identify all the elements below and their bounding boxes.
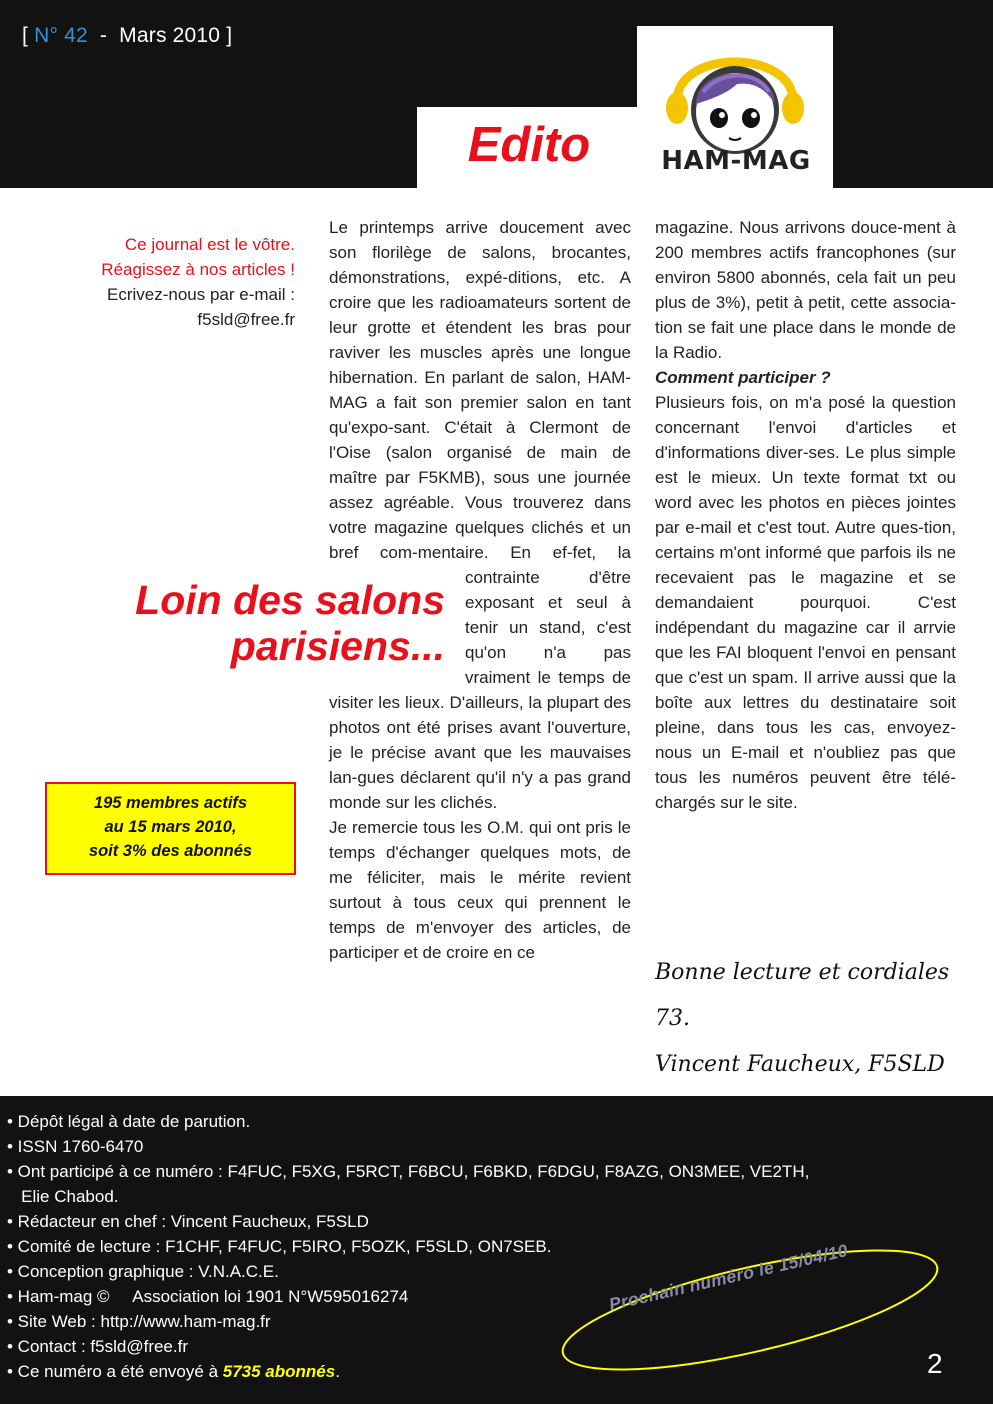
reader-callout [35,232,295,332]
list-item: • Comité de lecture : F1CHF, F4FUC, F5IRO, F5OZK, F5SLD, ON7SEB. [7,1237,552,1256]
article-paragraph-2: Je remercie tous les O.M. qui ont pris le temps d'échanger quelques mots, de me féliciter, mais le mérite revient surtout à tous ceux qui prennent le temps de m'envoyer des articles, de participer et de croire en ce [329,818,631,962]
stat-line-2: au 15 mars 2010, [104,818,237,836]
stat-line-1: 195 membres actifs [93,794,248,812]
page-number: 2 [927,1348,943,1379]
list-item: • ISSN 1760-6470 [7,1137,144,1156]
callout-line-2: Réagissez à nos articles ! [101,260,295,279]
callout-line-1: Ce journal est le vôtre. [124,235,295,254]
ham-mag-logo [637,26,833,188]
next-issue-label: Prochain numéro le 15/04/10 [607,1240,850,1315]
pull-quote-line-2: parisiens... [230,623,445,669]
article-paragraph-1: Le printemps arrive doucement avec son florilège de salons, brocantes, démonstrations, expé-ditions, etc. A croire que les radioamateurs sortent de leur grotte et étendent les bras pour raviver les muscles après une longue hibernation. En parlant de salon, HAM-MAG a fait son premier salon en tant qu'expo-sant. C'était à Clermont de l'Oise (salon organisé de main de maître par F5KMB), sous une journée assez agréable. Vous trouverez dans votre magazine quelques clichés et un bref com-mentaire. En ef-fet, la contrainte d'être exposant et seul à tenir un stand, c'est qu'on n'a pas vraiment le temps de visiter les lieux. D'ailleurs, la plupart des photos ont été prises avant l'ouverture, je le précise avant que les mauvaises lan-gues déclarent qu'il n'y a pas grand monde sur les clichés. [329,218,631,812]
header-band [0,0,993,188]
callout-line-3: Ecrivez-nous par e-mail : [106,285,295,304]
issue-label [22,24,232,48]
article-column-2 [655,215,956,815]
list-item: • Conception graphique : V.N.A.C.E. [7,1262,279,1281]
subscribers-suffix: . [335,1362,340,1381]
article-column-1 [329,215,631,965]
list-item: • Ham-mag © Association loi 1901 N°W595016274 [7,1287,409,1306]
article-subheading: Comment participer ? [655,368,831,387]
issue-number: N° 42 [34,24,88,47]
list-item: Elie Chabod. [7,1187,119,1206]
article-paragraph-4: Plusieurs fois, on m'a posé la question concernant l'envoi d'articles et d'informations diver-ses. Le plus simple est le mieux. Un texte format txt ou word avec les photos en pièces jointes par e-mail et c'est tout. Autre ques-tion, certains m'ont informé que parfois ils ne recevaient pas le magazine et se demandaient pourquoi. C'est indépendant du magazine car il arrvie que les FAI bloquent l'envoi en pensant que c'est un spam. Il arrive aussi que la boîte aux lettres du destinataire soit pleine, dans tous les cas, envoyez-nous un E-mail et n'oubliez pas que tous les numéros peuvent être télé-chargés sur le site. [655,393,956,812]
article-paragraph-3: magazine. Nous arrivons douce-ment à 200 membres actifs francophones (sur environ 5800 abonnés, cela fait un peu plus de 3%), petit à petit, cette associa-tion se fait une place dans le monde de la Radio. [655,218,956,362]
logo-label: HAM-MAG [661,146,811,176]
website-link[interactable]: • Site Web : http://www.ham-mag.fr [7,1312,271,1331]
subscribers-prefix: • Ce numéro a été envoyé à [7,1362,223,1381]
stat-line-3: soit 3% des abonnés [88,842,253,860]
list-item: • Ont participé à ce numéro : F4FUC, F5XG, F5RCT, F6BCU, F6BKD, F6DGU, F8AZG, ON3MEE, VE2TH, [7,1162,810,1181]
signature-line-2: Vincent Faucheux, F5SLD [655,1052,945,1077]
callout-email[interactable]: f5sld@free.fr [197,310,295,329]
list-item: • Dépôt légal à date de parution. [7,1112,251,1131]
subscriber-count: 5735 abonnés [222,1362,336,1381]
section-title-box [417,107,637,188]
member-stat-box [45,782,296,875]
section-title: Edito [467,118,591,172]
pull-quote-line-1: Loin des salons [135,577,445,623]
issue-bracket-open: [ [22,24,35,47]
issue-date: - Mars 2010 ] [87,24,233,47]
signature-line-1: Bonne lecture et cordiales 73. [655,960,950,1031]
contact-link[interactable]: • Contact : f5sld@free.fr [7,1337,188,1356]
list-item: • Rédacteur en chef : Vincent Faucheux, F5SLD [7,1212,369,1231]
